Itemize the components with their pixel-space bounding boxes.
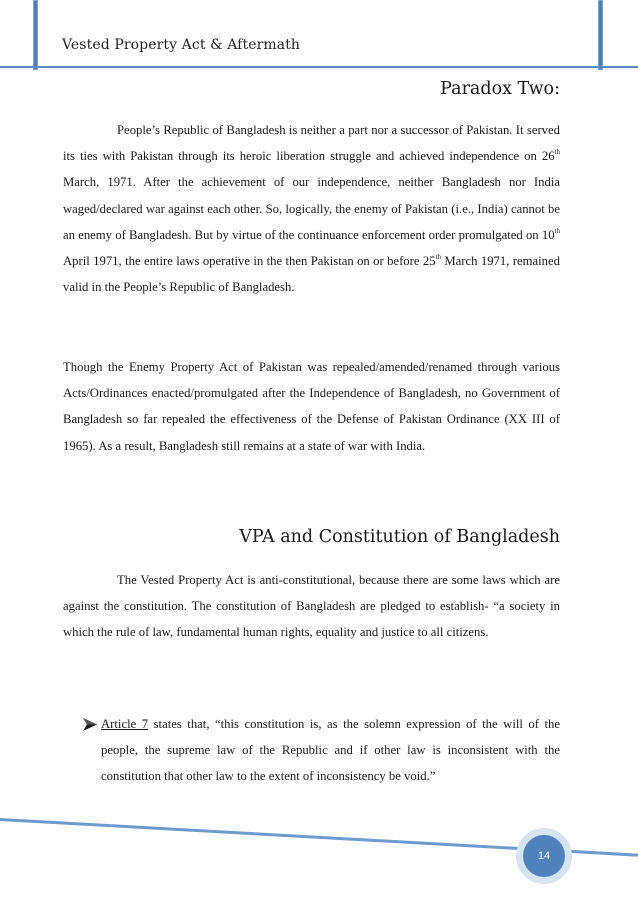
header-bar-left [33, 0, 38, 70]
paragraph-anti-constitutional: The Vested Property Act is anti-constitutional, because there are some laws which are against the constitution. The constitution of Bangladesh are pledged to establish- “a society in which the rule of law, fundamental human rights, equality and justice to all citizens. [63, 573, 560, 640]
bullet-article-7: Article 7 states that, “this constitution is, as the solemn expression of the will of the people, the supreme law of the Republic and if other law is inconsistent with the constitution that other law to the extent of inconsistency be void.” [101, 717, 560, 784]
header-rule [0, 66, 638, 68]
running-header-title: Vested Property Act & Aftermath [62, 37, 301, 53]
paragraph-independence: People’s Republic of Bangladesh is neither a part nor a successor of Pakistan. It served its ties with Pakistan through its heroic liberation struggle and achieved independence on 26th March, 1971. After the achievement of our independence, neither Bangladesh nor India waged/declared war against each other. So, logically, the enemy of Pakistan (i.e., India) cannot be an enemy of Bangladesh. But by virtue of the continuance enforcement order promulgated on 10th April 1971, the entire laws operative in the then Pakistan on or before 25th March 1971, remained valid in the People’s Republic of Bangladesh. [63, 123, 560, 295]
header-bar-right [598, 0, 603, 70]
paragraph-enemy-property-act: Though the Enemy Property Act of Pakistan was repealed/amended/renamed through various Acts/Ordinances enacted/promulgated after the Independence of Bangladesh, no Government of Bangladesh so far repealed the effectiveness of the Defense of Pakistan Ordinance (XX III of 1965). As a result, Bangladesh still remains at a state of war with India. [63, 360, 560, 453]
article-7-link: Article 7 [101, 717, 149, 731]
section-heading-paradox-two: Paradox Two: [440, 79, 560, 99]
section-heading-vpa-constitution: VPA and Constitution of Bangladesh [239, 527, 560, 547]
page-number: 14 [523, 835, 565, 877]
arrow-bullet-icon [83, 718, 97, 731]
